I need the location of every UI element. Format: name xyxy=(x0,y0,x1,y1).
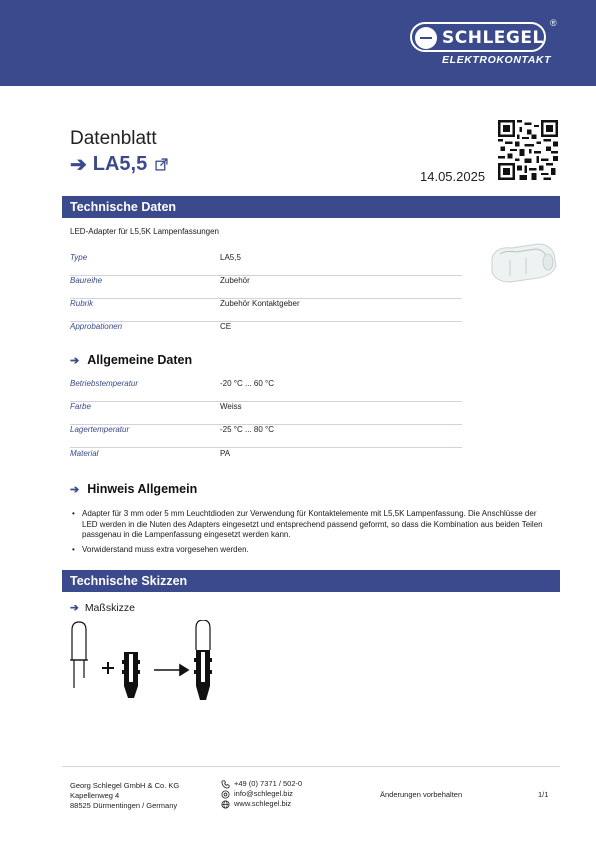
row-value: LA5,5 xyxy=(220,253,241,262)
row-key: Material xyxy=(70,449,99,458)
row-key: Rubrik xyxy=(70,299,94,308)
web-link[interactable]: www.schlegel.biz xyxy=(234,799,292,808)
table-row xyxy=(70,425,462,448)
arrow-right-icon: ➔ xyxy=(70,602,79,614)
table-row xyxy=(70,402,462,425)
subheading-label: Hinweis Allgemein xyxy=(87,482,198,496)
section-technical-sketches: Technische Skizzen xyxy=(62,570,560,592)
qr-code[interactable] xyxy=(498,120,558,180)
row-value: Weiss xyxy=(220,402,242,411)
product-name: LA5,5 xyxy=(92,153,148,175)
row-key: Lagertemperatur xyxy=(70,425,130,434)
row-value: CE xyxy=(220,322,232,331)
row-value: PA xyxy=(220,449,231,458)
arrow-right-icon: ➔ xyxy=(70,354,80,367)
row-value: Zubehör xyxy=(220,276,250,285)
table-row xyxy=(70,322,462,345)
table-row xyxy=(70,276,462,299)
logo-tagline: ELEKTROKONTAKT xyxy=(442,54,552,66)
list-item: • Adapter für 3 mm oder 5 mm Leuchtdioden zur Verwendung für Kontaktelemente mit L5,5K Lampenfassung. Die Anschlüsse der LED werden in die Nuten des Adapters eingesetzt und entsprechend passend geformt, so dass die Kombination aus beiden Teilen passgenau in die Lampenfassung eingesetzt werden kann. xyxy=(70,509,550,541)
phone-icon xyxy=(221,780,230,789)
row-value: -20 °C ... 60 °C xyxy=(220,379,274,388)
list-item: • Vorwiderstand muss extra vorgesehen werden. xyxy=(70,545,550,556)
section-technical-data: Technische Daten xyxy=(62,196,560,218)
footer-contact xyxy=(221,779,302,809)
row-key: Type xyxy=(70,253,88,262)
phone-number: +49 (0) 7371 / 502-0 xyxy=(234,779,303,788)
globe-icon xyxy=(221,800,230,809)
table-row xyxy=(70,449,462,472)
phone-item[interactable] xyxy=(221,779,302,789)
logo-pill xyxy=(410,22,546,52)
date: 14.05.2025 xyxy=(420,169,486,184)
product-description: LED-Adapter für L5,5K Lampenfassungen xyxy=(70,227,219,236)
notes-list xyxy=(70,509,550,559)
product-heading[interactable] xyxy=(70,152,168,177)
street: Kapellenweg 4 xyxy=(70,791,120,800)
dimension-sketch-heading xyxy=(70,602,135,614)
row-value: -25 °C ... 80 °C xyxy=(220,425,274,434)
dimension-sketch xyxy=(66,620,226,704)
row-key: Farbe xyxy=(70,402,91,411)
page-number: 1/1 xyxy=(538,790,549,799)
subheading-general-data xyxy=(70,353,192,367)
email-link[interactable]: info@schlegel.biz xyxy=(234,789,293,798)
dimension-sketch-label: Maßskizze xyxy=(84,602,135,614)
row-value: Zubehör Kontaktgeber xyxy=(220,299,300,308)
product-image xyxy=(486,236,560,290)
row-key: Betriebstemperatur xyxy=(70,379,139,388)
logo-circle-icon xyxy=(415,27,437,49)
web-item[interactable] xyxy=(221,799,302,809)
footer-disclaimer: Änderungen vorbehalten xyxy=(380,790,463,799)
row-key: Baureihe xyxy=(70,276,103,285)
city: 88525 Dürmentingen / Germany xyxy=(70,801,178,810)
arrow-right-icon: ➔ xyxy=(70,483,80,496)
table-row xyxy=(70,379,462,402)
table-row xyxy=(70,299,462,322)
document-title: Datenblatt xyxy=(70,128,157,149)
footer-divider xyxy=(62,766,560,767)
row-key: Approbationen xyxy=(70,322,123,331)
schlegel-logo xyxy=(410,18,558,68)
email-item[interactable] xyxy=(221,789,302,799)
external-link-icon[interactable] xyxy=(155,158,168,171)
subheading-label: Allgemeine Daten xyxy=(87,353,193,367)
at-icon xyxy=(221,790,230,799)
registered-mark: ® xyxy=(550,18,557,28)
subheading-general-notes xyxy=(70,482,197,496)
arrow-right-icon: ➔ xyxy=(70,154,87,176)
logo-brand: SCHLEGEL xyxy=(442,28,544,48)
company-name: Georg Schlegel GmbH & Co. KG xyxy=(70,781,180,790)
table-row xyxy=(70,253,462,276)
footer-address xyxy=(70,781,179,811)
